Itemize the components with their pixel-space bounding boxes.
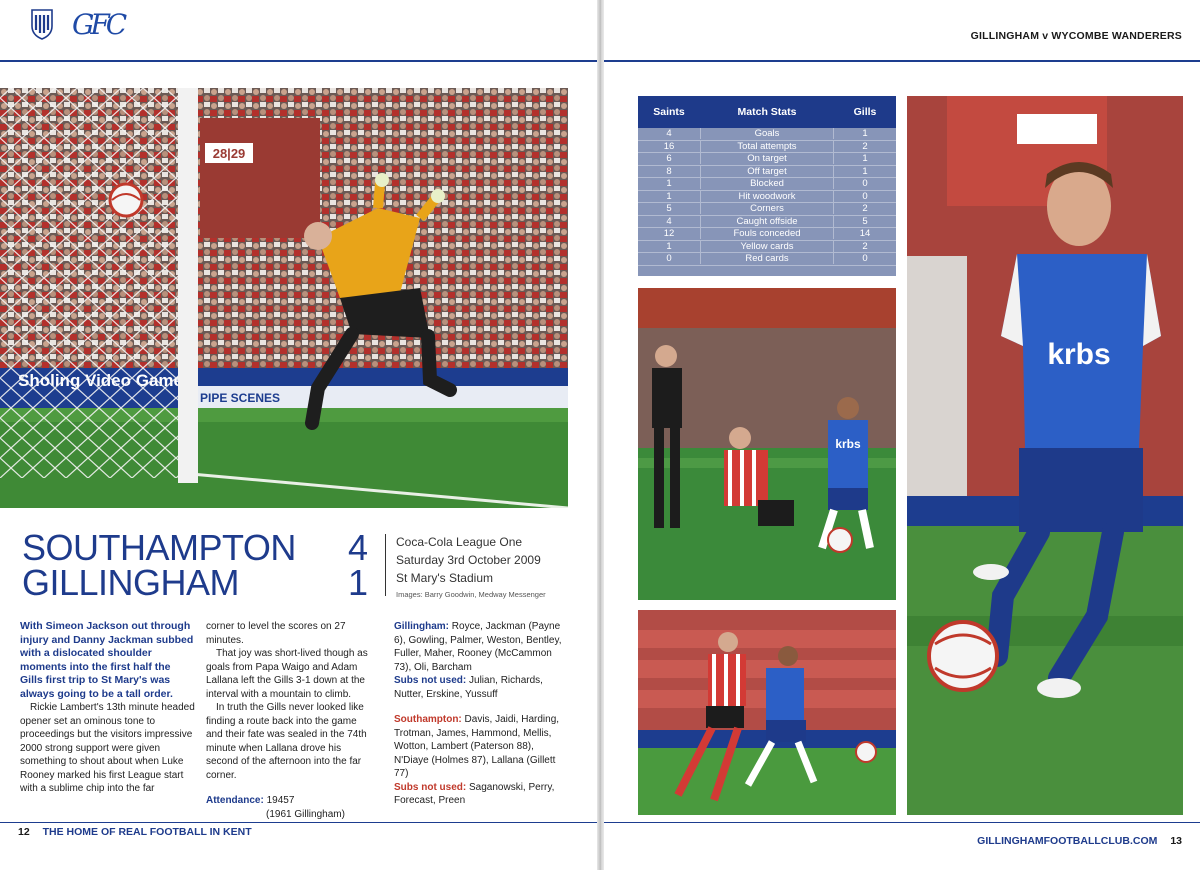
stat-saints: 0 [666,253,672,265]
stand-sign-text: 28|29 [212,146,246,161]
away-score: 1 [348,562,369,603]
match-stats-table [638,96,896,276]
stat-row [638,228,896,241]
left-page [0,0,598,870]
stat-gills: 0 [862,178,868,190]
report-lead: With Simeon Jackson out through injury and Danny Jackman subbed with a dislocated shoulder moments into the first half the Gills first trip to St Mary's was always going to be a tall order. [20,620,194,700]
header-rule [0,60,598,62]
stat-gills: 5 [862,215,868,227]
stat-saints: 4 [666,215,672,227]
stat-label: Yellow cards [700,241,834,252]
club-crest-icon [30,8,54,40]
competition-name: Coca-Cola League One [396,535,523,549]
footer-rule [604,822,1200,823]
stat-row [638,178,896,191]
stats-header-gills: Gills [853,106,877,118]
stat-label: Hit woodwork [700,191,834,202]
tagline: THE HOME OF REAL FOOTBALL IN KENT [42,826,252,838]
advert-board-text-2: PIPE SCENES [200,391,281,405]
stat-gills: 1 [862,153,868,165]
report-column-2 [206,620,372,821]
club-monogram: GFC [72,8,124,41]
stat-label: On target [700,153,834,164]
stat-gills: 1 [862,128,868,140]
attendance-note: (1961 Gillingham) [266,808,345,820]
stat-gills: 14 [859,228,871,240]
stat-saints: 16 [663,140,675,152]
stat-gills: 2 [862,240,868,252]
gillingham-players: Royce, Jackman (Payne 6), Gowling, Palmer, Weston, Bentley, Fuller, Maher, Rooney (McCammon 73), Oli, Barcham [394,621,562,673]
goalkeeper-photo [0,88,568,508]
player-shirt-text: krbs [835,437,861,451]
stat-row [638,153,896,166]
header-rule [604,60,1200,62]
stat-saints: 8 [666,165,672,177]
away-team-name: GILLINGHAM [22,562,240,603]
player-portrait-photo [907,96,1183,815]
page-number: 13 [1170,835,1182,847]
stat-label: Blocked [700,178,834,189]
stat-row [638,191,896,204]
match-date: Saturday 3rd October 2009 [396,553,541,567]
right-folio [977,835,1182,847]
report-column-1 [20,620,196,796]
stat-gills: 0 [862,190,868,202]
stat-row [638,128,896,141]
stat-saints: 4 [666,128,672,140]
southampton-subs-label: Subs not used: [394,781,467,793]
stat-saints: 5 [666,203,672,215]
stat-row [638,141,896,154]
stat-row [638,216,896,229]
stat-label: Goals [700,128,834,139]
challenge-photo [638,610,896,815]
stat-label: Total attempts [700,141,834,152]
player-shirt-text: krbs [1047,338,1111,371]
stats-header-label: Match Stats [737,106,797,118]
stats-header-saints: Saints [653,106,685,118]
stat-row [638,203,896,216]
running-head: GILLINGHAM v WYCOMBE WANDERERS [970,30,1182,42]
gillingham-subs [394,674,570,701]
stat-row [638,253,896,266]
stat-label: Fouls conceded [700,228,834,239]
stat-label: Corners [700,203,834,214]
club-website: GILLINGHAMFOOTBALLCLUB.COM [977,835,1158,847]
gillingham-subs-label: Subs not used: [394,675,467,686]
stat-saints: 12 [663,228,675,240]
stat-gills: 2 [862,140,868,152]
stat-gills: 0 [862,253,868,265]
southampton-players: Davis, Jaidi, Harding, Trotman, James, Hammond, Mellis, Wotton, Lambert (Paterson 88), N'Diaye (Holmes 87), Lallana (Gillett 77) [394,714,560,779]
home-score: 4 [348,527,369,568]
stat-saints: 6 [666,153,672,165]
southampton-lineup [394,713,570,781]
report-paragraph: That joy was short-lived though as goals from Papa Waigo and Adam Lallana left the Gills 3-1 down at the interval with a mountain to climb. [206,648,368,700]
report-paragraph: Rickie Lambert's 13th minute headed opener set an ominous tone to proceedings but the visitors impressive 2000 strong support were given something to shout about when Luke Rooney marked his first League start with a sublime chip into the far [20,702,195,794]
gillingham-subs-names: Julian, Richards, Nutter, Erskine, Yussuff [394,675,543,700]
home-team-name: SOUTHAMPTON [22,527,296,568]
lineups-column [394,620,570,808]
stat-gills: 1 [862,165,868,177]
stat-label: Caught offside [700,216,834,227]
attendance-label: Attendance: [206,795,264,806]
gillingham-label: Gillingham: [394,621,449,632]
match-venue: St Mary's Stadium [396,571,493,585]
stat-row [638,241,896,254]
attendance-line [206,794,372,808]
stat-label: Off target [700,166,834,177]
attendance-value: 19457 [266,795,295,806]
stat-saints: 1 [666,240,672,252]
report-paragraph: In truth the Gills never looked like finding a route back into the game and their fate was sealed in the 74th minute when Lallana drove his second of the afternoon into the far corner. [206,702,367,781]
southampton-label: Southampton: [394,714,462,725]
stat-gills: 2 [862,203,868,215]
page-number: 12 [18,826,30,838]
gillingham-lineup [394,620,570,674]
stat-label: Red cards [700,253,834,264]
left-folio [18,826,252,838]
stats-header-row [638,96,896,128]
southampton-subs [394,781,570,808]
footer-rule [0,822,598,823]
tackle-photo [638,288,896,600]
southampton-subs-names: Saganowski, Perry, Forecast, Preen [394,781,555,806]
image-credit: Images: Barry Goodwin, Medway Messenger [396,590,546,599]
report-paragraph: corner to level the scores on 27 minutes. [206,621,346,646]
right-page [604,0,1200,870]
score-divider [385,534,386,596]
stat-row [638,166,896,179]
stat-saints: 1 [666,190,672,202]
stat-saints: 1 [666,178,672,190]
